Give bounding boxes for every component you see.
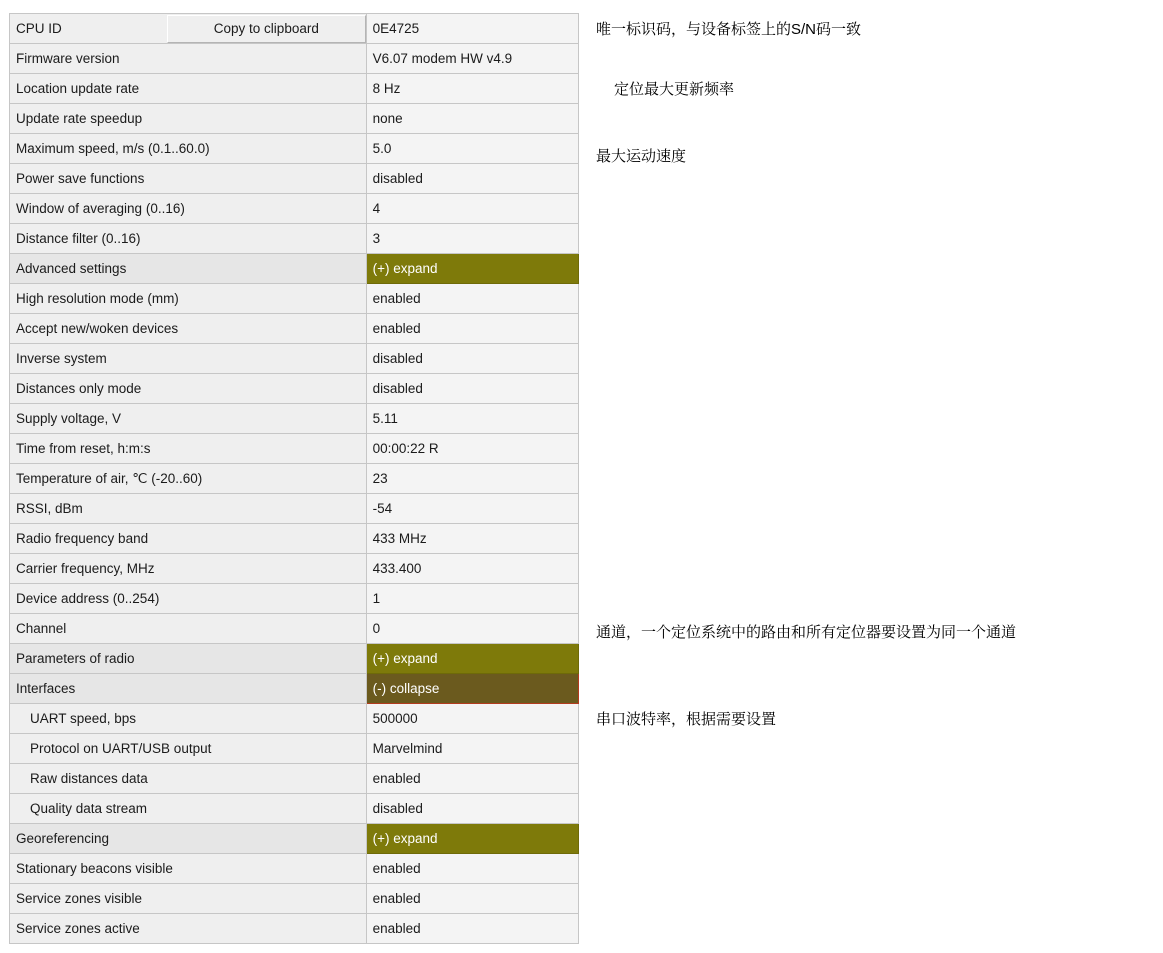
- expand-toggle[interactable]: (+) expand: [366, 644, 578, 674]
- setting-name-cell: Quality data stream: [10, 794, 367, 824]
- table-row[interactable]: [10, 464, 579, 494]
- annotation-text: 通道，一个定位系统中的路由和所有定位器要设置为同一个通道: [596, 624, 1017, 641]
- setting-value-cell[interactable]: 4: [366, 194, 578, 224]
- setting-name-cell: Time from reset, h:m:s: [10, 434, 367, 464]
- setting-name-cell: Stationary beacons visible: [10, 854, 367, 884]
- table-row[interactable]: [10, 734, 579, 764]
- expand-toggle[interactable]: (+) expand: [366, 254, 578, 284]
- setting-name-cell: Carrier frequency, MHz: [10, 554, 367, 584]
- setting-value-cell[interactable]: -54: [366, 494, 578, 524]
- setting-value-cell[interactable]: Marvelmind: [366, 734, 578, 764]
- setting-value-cell[interactable]: enabled: [366, 314, 578, 344]
- setting-value-cell[interactable]: 23: [366, 464, 578, 494]
- setting-value-cell[interactable]: 500000: [366, 704, 578, 734]
- table-row[interactable]: [10, 104, 579, 134]
- setting-name-cell: Location update rate: [10, 74, 367, 104]
- setting-name-cell: Raw distances data: [10, 764, 367, 794]
- table-row[interactable]: [10, 614, 579, 644]
- setting-value-cell[interactable]: 1: [366, 584, 578, 614]
- setting-value-cell[interactable]: V6.07 modem HW v4.9: [366, 44, 578, 74]
- setting-name-cell: Service zones active: [10, 914, 367, 944]
- setting-name-cell: Window of averaging (0..16): [10, 194, 367, 224]
- setting-name-cell: Firmware version: [10, 44, 367, 74]
- setting-name-cell: Radio frequency band: [10, 524, 367, 554]
- table-row[interactable]: [10, 704, 579, 734]
- setting-name-cell: Power save functions: [10, 164, 367, 194]
- setting-value-cell[interactable]: 00:00:22 R: [366, 434, 578, 464]
- annotation-text: 串口波特率，根据需要设置: [596, 711, 777, 728]
- table-body: [10, 14, 579, 944]
- setting-name-cell: Service zones visible: [10, 884, 367, 914]
- setting-value-cell[interactable]: disabled: [366, 374, 578, 404]
- setting-value-cell[interactable]: 0: [366, 614, 578, 644]
- table-row[interactable]: [10, 134, 579, 164]
- setting-value-cell[interactable]: 0E4725: [366, 14, 578, 44]
- setting-name-cell: Device address (0..254): [10, 584, 367, 614]
- table-row[interactable]: [10, 314, 579, 344]
- setting-value-cell[interactable]: enabled: [366, 854, 578, 884]
- setting-value-cell[interactable]: enabled: [366, 914, 578, 944]
- setting-name-cell: Supply voltage, V: [10, 404, 367, 434]
- copy-to-clipboard-button[interactable]: Copy to clipboard: [167, 15, 366, 43]
- table-row[interactable]: [10, 524, 579, 554]
- table-row[interactable]: [10, 224, 579, 254]
- setting-name-cell: Parameters of radio: [10, 644, 367, 674]
- setting-value-cell[interactable]: enabled: [366, 764, 578, 794]
- table-row[interactable]: [10, 74, 579, 104]
- setting-name-cell: High resolution mode (mm): [10, 284, 367, 314]
- table-row[interactable]: [10, 254, 579, 284]
- table-row[interactable]: [10, 14, 579, 44]
- setting-value-cell[interactable]: none: [366, 104, 578, 134]
- table-row[interactable]: [10, 824, 579, 854]
- table-row[interactable]: [10, 644, 579, 674]
- table-row[interactable]: [10, 44, 579, 74]
- setting-value-cell[interactable]: 433 MHz: [366, 524, 578, 554]
- table-row[interactable]: [10, 584, 579, 614]
- setting-name-cell: Distance filter (0..16): [10, 224, 367, 254]
- table-row[interactable]: [10, 164, 579, 194]
- device-settings-table: [9, 13, 579, 944]
- setting-name-cell: Advanced settings: [10, 254, 367, 284]
- setting-value-cell[interactable]: 433.400: [366, 554, 578, 584]
- annotation-text: 最大运动速度: [596, 148, 687, 165]
- setting-name-cell: RSSI, dBm: [10, 494, 367, 524]
- setting-name-cell: Channel: [10, 614, 367, 644]
- table-row[interactable]: [10, 884, 579, 914]
- table-row[interactable]: [10, 494, 579, 524]
- expand-toggle[interactable]: (+) expand: [366, 824, 578, 854]
- setting-name-cell: Update rate speedup: [10, 104, 367, 134]
- setting-value-cell[interactable]: enabled: [366, 284, 578, 314]
- table-row[interactable]: [10, 374, 579, 404]
- setting-value-cell[interactable]: 5.0: [366, 134, 578, 164]
- setting-name-cell: Accept new/woken devices: [10, 314, 367, 344]
- cpu-id-label: CPU ID: [10, 15, 167, 43]
- setting-name-cell: Georeferencing: [10, 824, 367, 854]
- setting-name-cell: Temperature of air, ℃ (-20..60): [10, 464, 367, 494]
- table-row[interactable]: [10, 674, 579, 704]
- table-row[interactable]: [10, 764, 579, 794]
- setting-value-cell[interactable]: enabled: [366, 884, 578, 914]
- collapse-toggle[interactable]: (-) collapse: [366, 674, 578, 704]
- annotation-text: 唯一标识码，与设备标签上的S/N码一致: [596, 21, 862, 38]
- setting-value-cell[interactable]: 5.11: [366, 404, 578, 434]
- table-row[interactable]: [10, 854, 579, 884]
- setting-value-cell[interactable]: disabled: [366, 164, 578, 194]
- table-row[interactable]: [10, 404, 579, 434]
- setting-value-cell[interactable]: disabled: [366, 794, 578, 824]
- table-row[interactable]: [10, 284, 579, 314]
- annotation-text: 定位最大更新频率: [614, 81, 735, 98]
- table-row[interactable]: [10, 554, 579, 584]
- cpu-id-name-cell: [10, 14, 367, 44]
- cpu-id-row-wrapper: [10, 15, 366, 43]
- setting-name-cell: Distances only mode: [10, 374, 367, 404]
- setting-name-cell: UART speed, bps: [10, 704, 367, 734]
- setting-value-cell[interactable]: 8 Hz: [366, 74, 578, 104]
- setting-name-cell: Interfaces: [10, 674, 367, 704]
- setting-name-cell: Inverse system: [10, 344, 367, 374]
- table-row[interactable]: [10, 194, 579, 224]
- setting-name-cell: Maximum speed, m/s (0.1..60.0): [10, 134, 367, 164]
- setting-name-cell: Protocol on UART/USB output: [10, 734, 367, 764]
- table-row[interactable]: [10, 794, 579, 824]
- setting-value-cell[interactable]: 3: [366, 224, 578, 254]
- table-row[interactable]: [10, 344, 579, 374]
- table-row[interactable]: [10, 434, 579, 464]
- setting-value-cell[interactable]: disabled: [366, 344, 578, 374]
- table-row[interactable]: [10, 914, 579, 944]
